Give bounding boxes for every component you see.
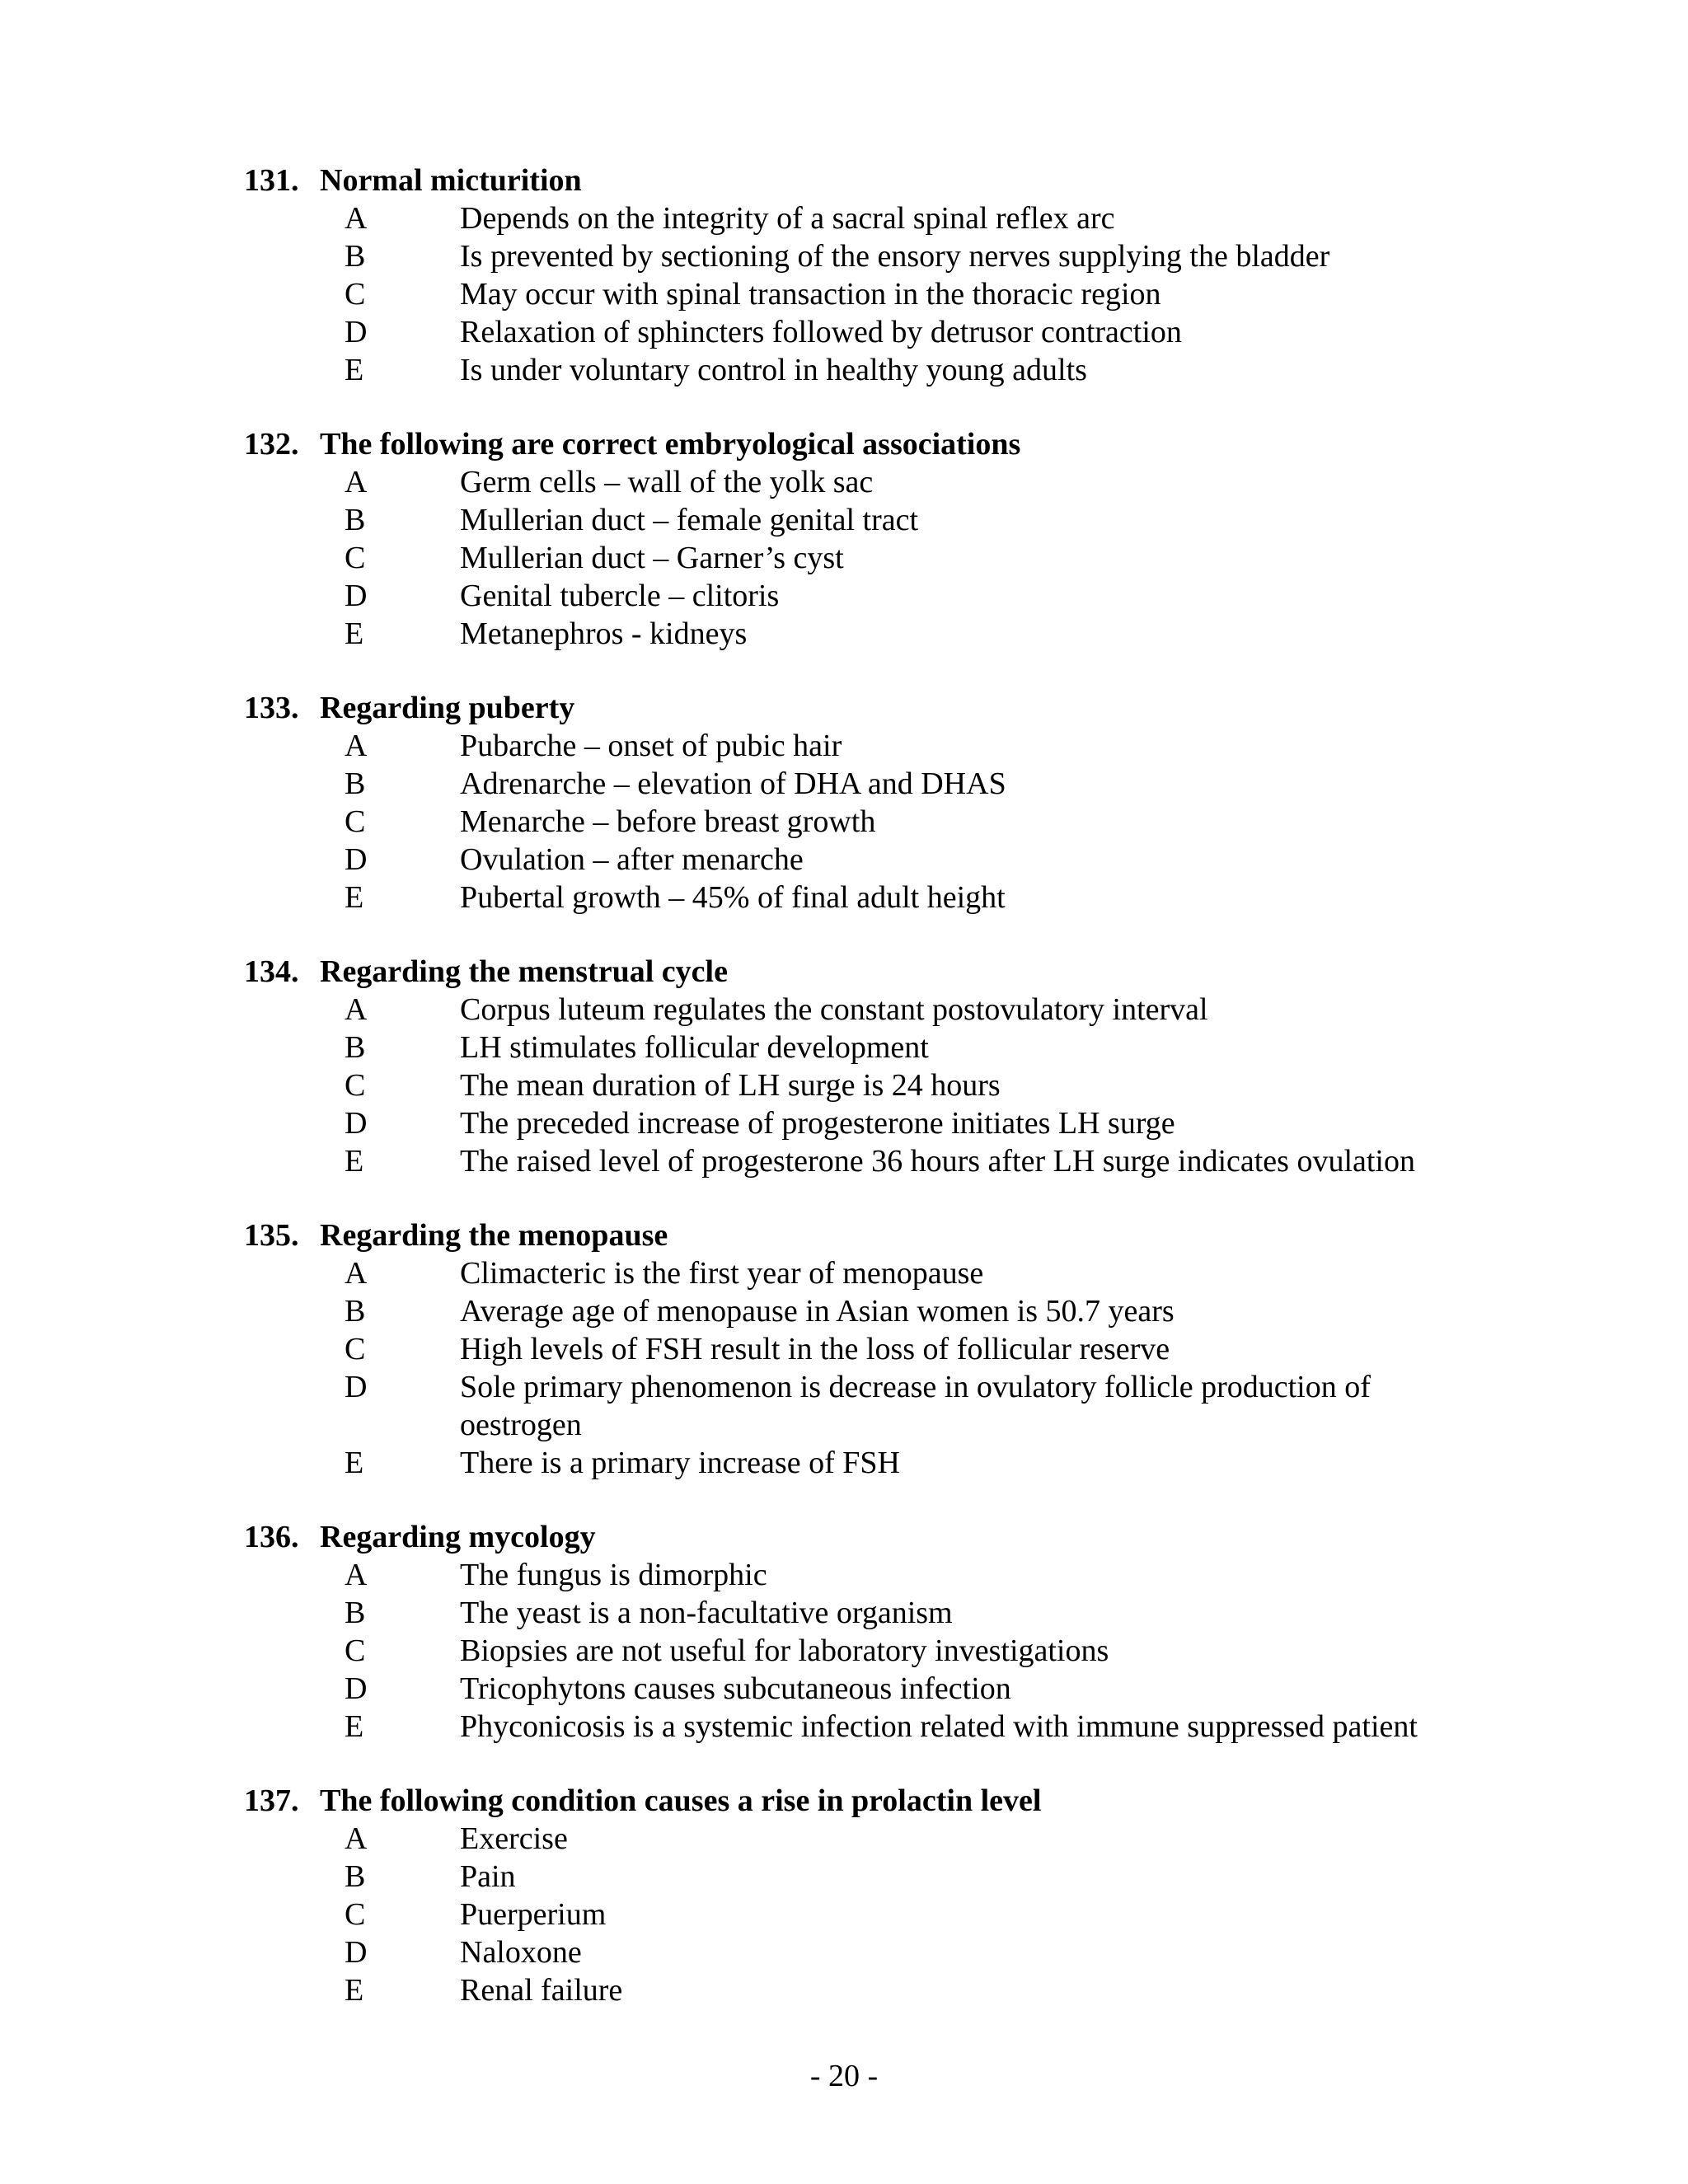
option-letter: D [345,579,368,613]
option-text: Menarche – before breast growth [460,804,876,839]
option-row [244,1896,1480,1933]
option-text: The fungus is dimorphic [460,1558,767,1592]
option-row [244,1104,1480,1142]
option-text: The mean duration of LH surge is 24 hours [460,1068,1001,1103]
page-number: - 20 - [809,2059,879,2093]
option-letter: C [345,1633,366,1668]
option-row [244,727,1480,765]
option-row [244,1254,1480,1292]
option-row [244,1292,1480,1330]
option-row [244,237,1480,275]
option-row [244,1029,1480,1066]
option-text: Metanephros - kidneys [460,616,748,651]
question-text: Normal micturition [320,163,582,198]
option-text: Is prevented by sectioning of the ensory nerves supplying the bladder [460,239,1330,274]
option-letter: D [345,1935,368,1970]
option-text: The yeast is a non-facultative organism [460,1596,953,1630]
option-letter: B [345,1294,366,1329]
option-row [244,1670,1480,1708]
option-text: May occur with spinal transaction in the thoracic region [460,277,1161,312]
question-131 [244,162,1480,389]
option-text: Corpus luteum regulates the constant postovulatory interval [460,992,1208,1027]
question-title [244,1782,1480,1820]
option-letter: D [345,1671,368,1706]
option-letter: D [345,315,368,349]
option-row [244,463,1480,501]
option-text: Pubarche – onset of pubic hair [460,729,842,763]
option-text: Exercise [460,1821,568,1856]
option-letter: B [345,1030,366,1065]
option-text: Relaxation of sphincters followed by detrusor contraction [460,315,1182,349]
option-row [244,313,1480,351]
option-row [244,539,1480,577]
option-row [244,1142,1480,1180]
option-text: Puerperium [460,1897,607,1932]
option-letter: E [345,1709,364,1744]
option-row [244,501,1480,539]
option-text: Average age of menopause in Asian women is 50.7 years [460,1294,1175,1329]
option-row [244,1858,1480,1896]
option-row [244,351,1480,389]
option-text: Mullerian duct – female genital tract [460,503,919,537]
option-row [244,615,1480,653]
option-row [244,1933,1480,1971]
option-letter: B [345,1596,366,1630]
option-text: Ovulation – after menarche [460,842,804,877]
option-row [244,1368,1480,1444]
option-letter: C [345,277,366,312]
question-137 [244,1782,1480,2009]
option-row [244,803,1480,841]
option-letter: E [345,1446,364,1480]
question-title [244,1518,1480,1556]
question-text: Regarding puberty [320,691,575,725]
option-row [244,841,1480,879]
option-text: There is a primary increase of FSH [460,1446,900,1480]
option-letter: A [345,465,368,499]
option-row [244,1632,1480,1670]
question-number: 132. [244,427,299,462]
option-letter: E [345,353,364,387]
question-title [244,162,1480,199]
option-text: Phyconicosis is a systemic infection related with immune suppressed patient [460,1709,1418,1744]
option-letter: C [345,1332,366,1366]
question-number: 131. [244,163,299,198]
question-132 [244,425,1480,653]
option-row [244,879,1480,916]
option-text: Depends on the integrity of a sacral spinal reflex arc [460,201,1115,236]
question-136 [244,1518,1480,1746]
option-letter: D [345,842,368,877]
option-row [244,1330,1480,1368]
option-row [244,1708,1480,1746]
option-letter: A [345,1821,368,1856]
question-text: Regarding the menstrual cycle [320,954,728,989]
option-row [244,991,1480,1029]
option-letter: A [345,1558,368,1592]
question-title [244,953,1480,991]
question-number: 133. [244,691,299,725]
question-number: 135. [244,1218,299,1253]
question-text: The following are correct embryological associations [320,427,1021,462]
question-number: 134. [244,954,299,989]
option-text: Genital tubercle – clitoris [460,579,780,613]
option-letter: A [345,992,368,1027]
option-letter: C [345,1068,366,1103]
option-text: Naloxone [460,1935,582,1970]
question-text: Regarding mycology [320,1520,596,1554]
question-title [244,1216,1480,1254]
option-text: The raised level of progesterone 36 hours after LH surge indicates ovulation [460,1144,1415,1179]
question-text: Regarding the menopause [320,1218,668,1253]
option-letter: B [345,1859,366,1894]
question-title [244,425,1480,463]
option-letter: D [345,1106,368,1141]
option-letter: E [345,1973,364,2008]
option-text: High levels of FSH result in the loss of follicular reserve [460,1332,1170,1366]
option-text: Pain [460,1859,516,1894]
option-row [244,1820,1480,1858]
option-letter: C [345,541,366,575]
option-letter: A [345,201,368,236]
question-text: The following condition causes a rise in prolactin level [320,1783,1042,1818]
option-letter: B [345,239,366,274]
option-text: Renal failure [460,1973,623,2008]
option-text: Is under voluntary control in healthy young adults [460,353,1087,387]
question-title [244,689,1480,727]
option-letter: B [345,503,366,537]
option-text: Germ cells – wall of the yolk sac [460,465,874,499]
option-row [244,199,1480,237]
question-number: 136. [244,1520,299,1554]
option-letter: E [345,1144,364,1179]
option-letter: B [345,766,366,801]
option-row [244,1971,1480,2009]
option-row [244,577,1480,615]
option-text: Tricophytons causes subcutaneous infection [460,1671,1011,1706]
option-row [244,765,1480,803]
option-letter: A [345,1256,368,1291]
option-row [244,1594,1480,1632]
option-row [244,1556,1480,1594]
option-text: Mullerian duct – Garner’s cyst [460,541,844,575]
option-text: Biopsies are not useful for laboratory investigations [460,1633,1109,1668]
question-134 [244,953,1480,1180]
option-text: Pubertal growth – 45% of final adult height [460,880,1006,915]
option-letter: E [345,880,364,915]
question-number: 137. [244,1783,299,1818]
question-133 [244,689,1480,916]
option-row [244,275,1480,313]
option-text: Climacteric is the first year of menopause [460,1256,984,1291]
option-row [244,1066,1480,1104]
option-letter: A [345,729,368,763]
option-text: The preceded increase of progesterone initiates LH surge [460,1106,1175,1141]
option-text: LH stimulates follicular development [460,1030,929,1065]
option-letter: C [345,1897,366,1932]
option-letter: C [345,804,366,839]
option-row [244,1444,1480,1482]
option-letter: E [345,616,364,651]
option-text: Adrenarche – elevation of DHA and DHAS [460,766,1006,801]
option-text: Sole primary phenomenon is decrease in ovulatory follicle production of oestrogen [460,1370,1371,1442]
option-letter: D [345,1370,368,1404]
question-135 [244,1216,1480,1482]
